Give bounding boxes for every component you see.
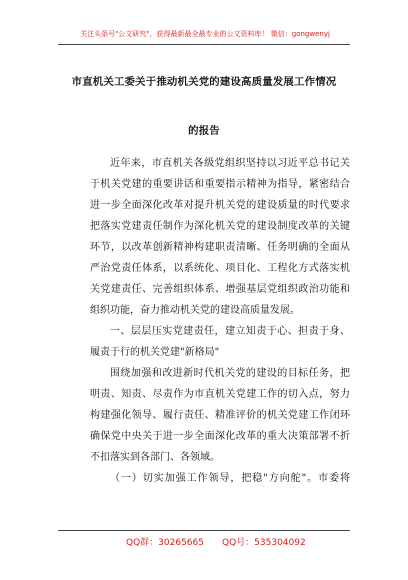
- body-line: 构建强化领导、履行责任、精准评价的机关党建工作闭环: [90, 410, 350, 421]
- body-line: 环节，以改革创新精神构建职责清晰、任务明确的全面从: [90, 242, 350, 253]
- header-banner: 关注头条号"公文研究"，获得最新最全最专业的公文资料库！ 微信：gongwenyj: [80, 30, 330, 38]
- footer: [58, 536, 350, 550]
- subsection-heading-line: （一）切实加强工作领导，把稳"方向舵"。市委将: [110, 473, 350, 484]
- document-title-line-1: 市直机关工委关于推动机关党的建设高质量发展工作情况: [71, 76, 337, 88]
- section-heading-line: 一、层层压实党建责任，建立知责于心、担责于身、: [110, 326, 350, 337]
- body-line: 关党建责任、完善组织体系、增强基层党组织政治功能和: [90, 284, 350, 295]
- body-line: 进一步全面深化改革对提升机关党的建设质量的时代要求: [90, 200, 350, 211]
- body-line: 围绕加强和改进新时代机关党的建设的目标任务，把: [110, 368, 350, 379]
- body-line: 严治党责任体系，以系统化、项目化、工程化方式落实机: [90, 263, 350, 274]
- body-line: 明责、知责、尽责作为市直机关党建工作的切入点，努力: [90, 389, 350, 400]
- footer-qq-number: QQ号：535304092: [222, 538, 306, 548]
- footer-qq-group: QQ群：30265665: [126, 538, 204, 548]
- document-body: [90, 153, 350, 489]
- document-title-line-2: 的报告: [188, 125, 220, 137]
- body-line: 组织功能，奋力推动机关党的建设高质量发展。: [90, 305, 300, 316]
- body-line: 近年来，市直机关各级党组织坚持以习近平总书记关: [110, 158, 350, 169]
- body-line: 把落实党建责任制作为深化机关党的建设制度改革的关键: [90, 221, 350, 232]
- header-divider: [58, 44, 350, 45]
- body-line: 于机关党建的重要讲话和重要指示精神为指导，紧密结合: [90, 179, 350, 190]
- section-heading-line: 履责于行的机关党建"新格局": [90, 347, 220, 358]
- body-line: 确保党中央关于进一步全面深化改革的重大决策部署不折: [90, 431, 350, 442]
- body-line: 不扣落实到各部门、各领域。: [90, 452, 220, 463]
- footer-divider: [58, 530, 350, 531]
